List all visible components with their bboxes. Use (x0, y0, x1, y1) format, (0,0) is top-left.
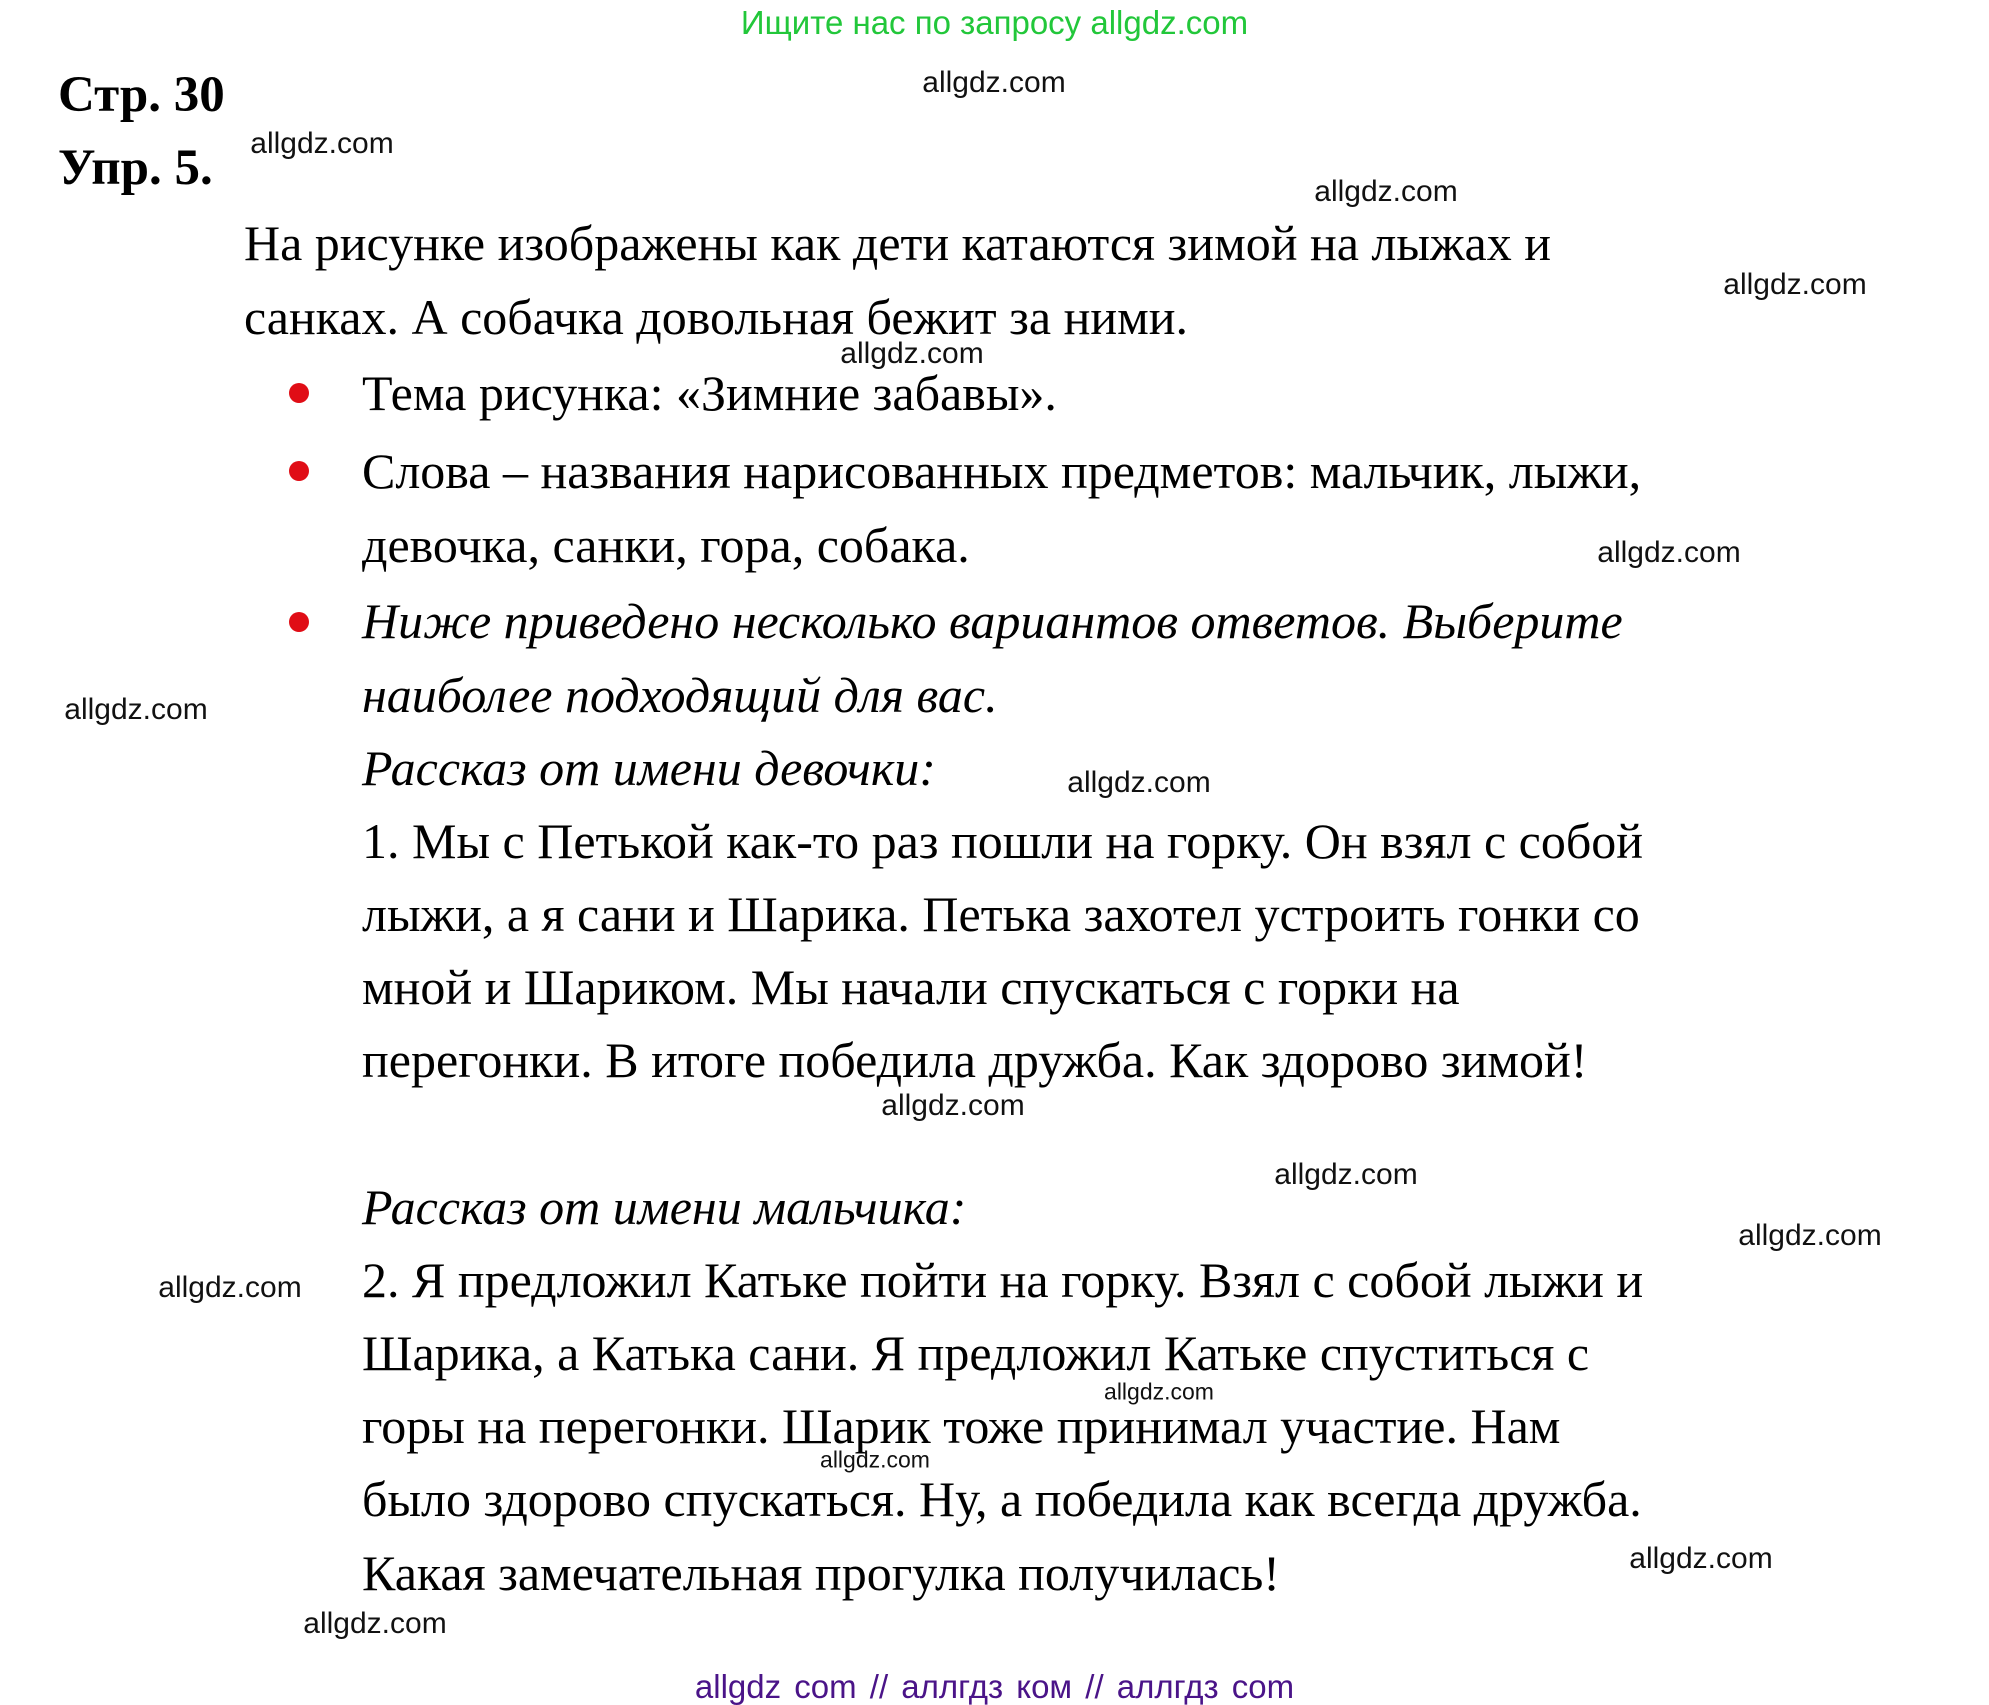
story-title-boy: Рассказ от имени мальчика: (362, 1179, 967, 1235)
story-line: 1. Мы с Петькой как-то раз пошли на горку. Он взял с собой (362, 813, 1644, 869)
bullet-text: девочка, санки, гора, собака. (362, 517, 970, 573)
story-line: Какая замечательная прогулка получилась! (362, 1545, 1280, 1601)
bullet-dot-icon (289, 461, 309, 481)
intro-line: санках. А собачка довольная бежит за ними. (244, 289, 1189, 345)
watermark: allgdz.com (1738, 1219, 1882, 1252)
watermark: allgdz.com (64, 693, 208, 726)
story-title-girl: Рассказ от имени девочки: (362, 740, 936, 796)
watermark: allgdz.com (1104, 1378, 1214, 1405)
footer-links: allgdz com // аллгдз ком // аллгдз com (694, 1668, 1295, 1705)
story-line: перегонки. В итоге победила дружба. Как здорово зимой! (362, 1032, 1588, 1088)
story-line: мной и Шариком. Мы начали спускаться с горки на (362, 959, 1460, 1015)
exercise-heading: Упр. 5. (58, 140, 213, 196)
bullet-dot-icon (289, 612, 309, 632)
top-banner: Ищите нас по запросу allgdz.com (740, 4, 1249, 41)
story-line: горы на перегонки. Шарик тоже принимал участие. Нам (362, 1398, 1561, 1454)
bullet-dot-icon (289, 383, 309, 403)
watermark: allgdz.com (820, 1446, 930, 1473)
watermark: allgdz.com (922, 66, 1066, 99)
bullet-text: наиболее подходящий для вас. (362, 667, 998, 723)
watermark: allgdz.com (1067, 766, 1211, 799)
watermark: allgdz.com (881, 1089, 1025, 1122)
story-line: 2. Я предложил Катьке пойти на горку. Взял с собой лыжи и (362, 1252, 1644, 1308)
bullet-text: Ниже приведено несколько вариантов ответов. Выберите (362, 593, 1623, 649)
bullet-text: Слова – названия нарисованных предметов: мальчик, лыжи, (362, 443, 1642, 499)
story-line: Шарика, а Катька сани. Я предложил Катьке спуститься с (362, 1325, 1590, 1381)
watermark: allgdz.com (250, 127, 394, 160)
story-line: было здорово спускаться. Ну, а победила как всегда дружба. (362, 1471, 1642, 1527)
watermark: allgdz.com (303, 1607, 447, 1640)
watermark: allgdz.com (840, 337, 984, 370)
watermark: allgdz.com (1597, 536, 1741, 569)
watermark: allgdz.com (1314, 175, 1458, 208)
intro-line: На рисунке изображены как дети катаются зимой на лыжах и (244, 215, 1551, 271)
watermark: allgdz.com (1723, 268, 1867, 301)
bullet-text: Тема рисунка: «Зимние забавы». (362, 365, 1057, 421)
page-number-heading: Стр. 30 (58, 67, 225, 123)
watermark: allgdz.com (158, 1271, 302, 1304)
watermark: allgdz.com (1629, 1542, 1773, 1575)
watermark: allgdz.com (1274, 1158, 1418, 1191)
story-line: лыжи, а я сани и Шарика. Петька захотел устроить гонки со (362, 886, 1640, 942)
